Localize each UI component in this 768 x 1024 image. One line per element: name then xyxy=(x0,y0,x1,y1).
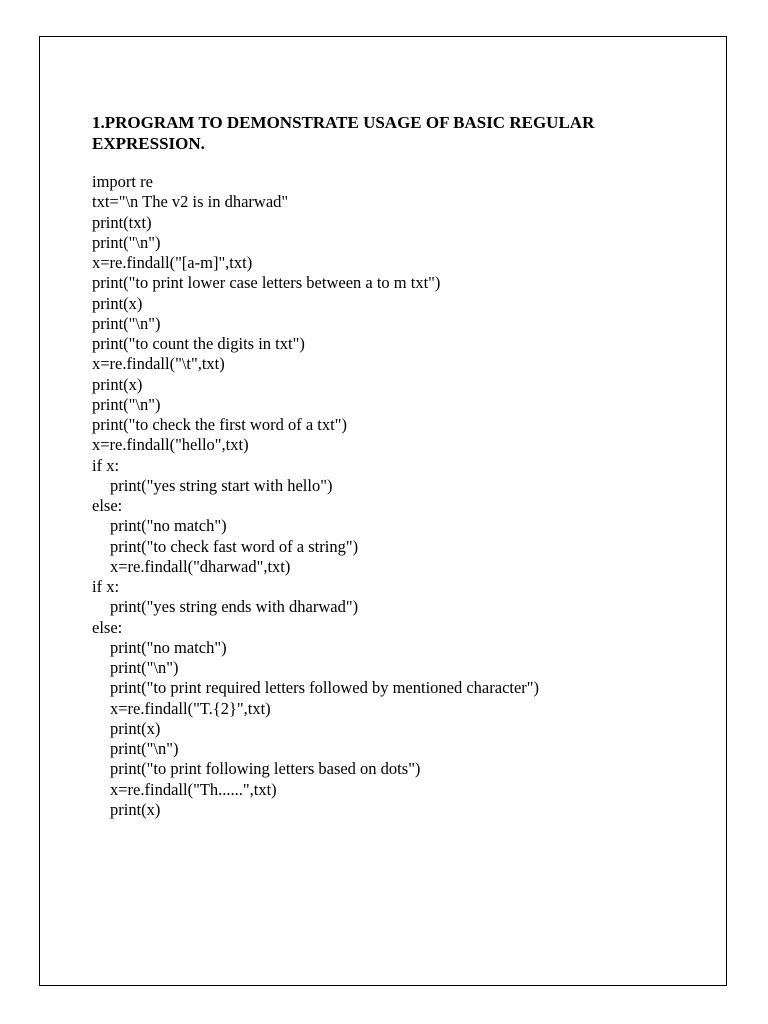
code-line: x=re.findall("Th......",txt) xyxy=(110,779,277,799)
code-line: print("no match") xyxy=(110,637,227,657)
code-line: x=re.findall("hello",txt) xyxy=(92,435,249,455)
code-line: txt="\n The v2 is in dharwad" xyxy=(92,192,289,212)
code-line: x=re.findall("dharwad",txt) xyxy=(110,556,291,576)
code-line: else: xyxy=(92,617,123,637)
code-line: x=re.findall("\t",txt) xyxy=(92,354,225,374)
code-line: import re xyxy=(92,172,153,191)
code-line: print("\n") xyxy=(92,394,161,414)
code-line: print("yes string ends with dharwad") xyxy=(110,597,359,617)
code-line: print("to print lower case letters between a to m txt") xyxy=(92,273,441,293)
code-line: if x: xyxy=(92,577,120,596)
code-line: print("to print required letters followed by mentioned character") xyxy=(110,678,540,698)
code-line: print("to count the digits in txt") xyxy=(92,334,305,353)
code-line: x=re.findall("T.{2}",txt) xyxy=(110,698,271,718)
code-line: print("\n") xyxy=(92,313,161,333)
code-line: print("yes string start with hello") xyxy=(110,475,333,495)
code-line: print("\n") xyxy=(110,739,179,758)
program-heading: 1.PROGRAM TO DEMONSTRATE USAGE OF BASIC REGULAR EXPRESSION. xyxy=(92,113,595,153)
code-line: print(x) xyxy=(92,293,143,313)
code-line: if x: xyxy=(92,455,120,475)
code-line: else: xyxy=(92,496,123,515)
code-line: print("to print following letters based on dots") xyxy=(110,759,421,779)
code-line: x=re.findall("[a-m]",txt) xyxy=(92,253,253,272)
code-line: print(x) xyxy=(110,718,161,738)
code-line: print(x) xyxy=(92,374,143,394)
code-line: print("no match") xyxy=(110,516,227,536)
code-line: print(txt) xyxy=(92,212,152,232)
code-block xyxy=(92,172,692,820)
code-line: print("\n") xyxy=(110,658,179,677)
code-line: print("\n") xyxy=(92,232,161,252)
code-line: print(x) xyxy=(110,799,161,819)
code-line: print("to check fast word of a string") xyxy=(110,536,359,556)
code-line: print("to check the first word of a txt") xyxy=(92,415,347,434)
